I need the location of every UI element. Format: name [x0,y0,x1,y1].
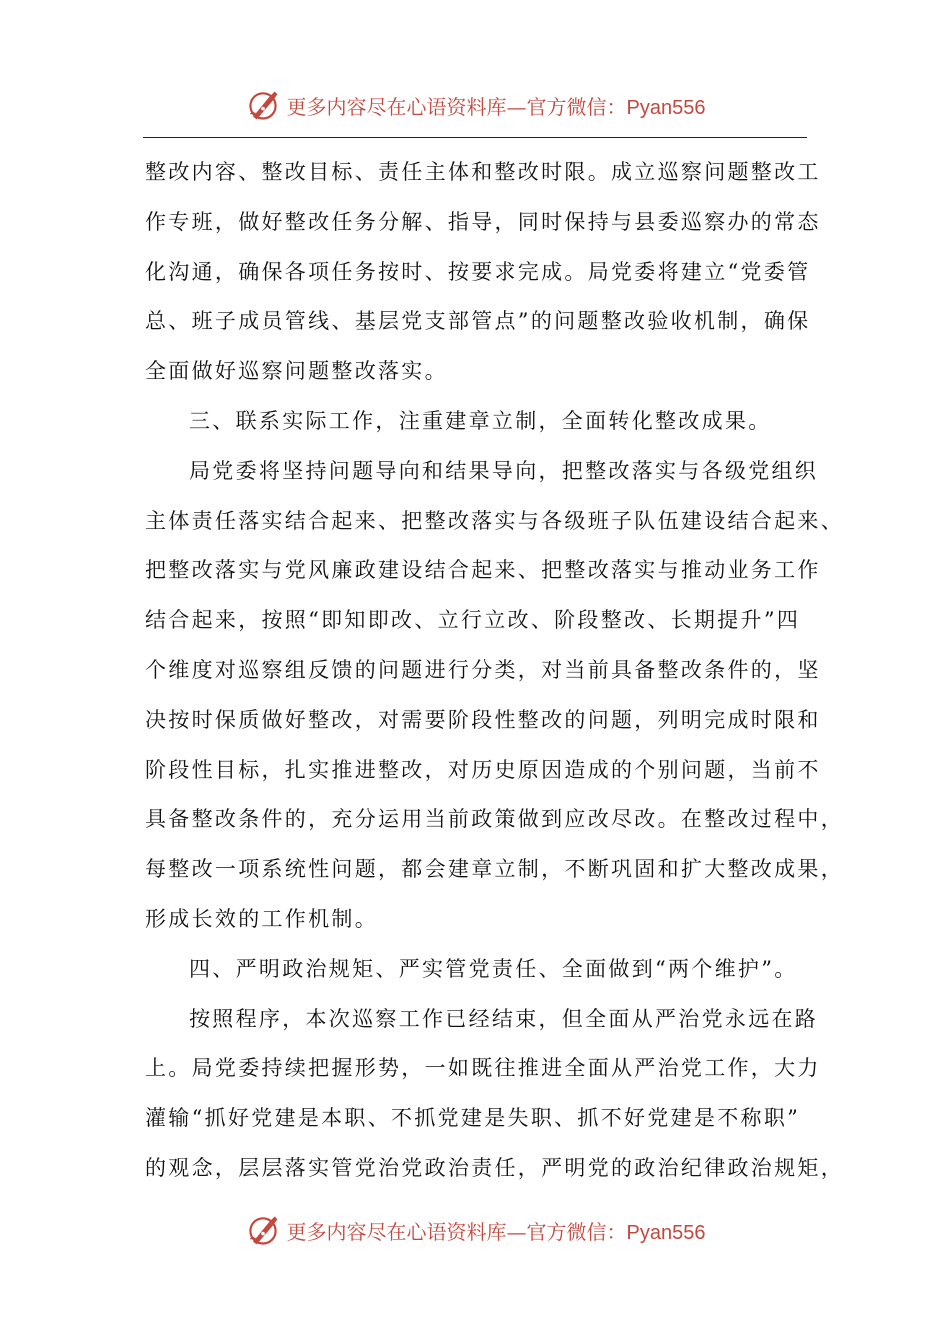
section-heading: 三、联系实际工作，注重建章立制，全面转化整改成果。 [189,408,772,433]
text-line: 全面做好巡察问题整改落实。 [145,359,448,384]
header-divider [143,137,807,138]
pen-nib-logo-icon [245,87,281,123]
footer-banner [0,1208,950,1252]
text-line: 结合起来，按照“即知即改、立行立改、阶段整改、长期提升”四 [145,608,801,633]
brand-text: 更多内容尽在心语资料库—官方微信：Pyan556 [286,94,706,119]
text-line: 的观念，层层落实管党治党政治责任，严明党的政治纪律政治规矩， [145,1155,844,1180]
text-line: 整改内容、整改目标、责任主体和整改时限。成立巡察问题整改工 [145,160,821,184]
text-line: 把整改落实与党风廉政建设结合起来、把整改落实与推动业务工作 [145,558,821,583]
wechat-id: Pyan556 [626,1221,706,1244]
text-line: 化沟通，确保各项任务按时、按要求完成。局党委将建立“党委管 [145,259,811,284]
text-line: 阶段性目标，扎实推进整改，对历史原因造成的个别问题，当前不 [145,757,821,782]
text-line: 形成长效的工作机制。 [145,906,378,931]
text-line: 个维度对巡察组反馈的问题进行分类，对当前具备整改条件的，坚 [145,657,821,682]
text-line: 每整改一项系统性问题，都会建章立制，不断巩固和扩大整改成果， [145,857,844,882]
document-body [145,148,844,1194]
text-line: 作专班，做好整改任务分解、指导，同时保持与县委巡察办的常态 [145,209,821,234]
wechat-id: Pyan556 [626,96,706,119]
text-line: 上。局党委持续把握形势，一如既往推进全面从严治党工作，大力 [145,1056,821,1081]
brand-text: 更多内容尽在心语资料库—官方微信：Pyan556 [286,1219,706,1244]
pen-nib-logo-icon [245,1212,281,1248]
text-line: 主体责任落实结合起来、把整改落实与各级班子队伍建设结合起来、 [145,508,844,533]
header-banner [0,83,950,127]
text-line: 总、班子成员管线、基层党支部管点”的问题整改验收机制，确保 [145,309,811,334]
text-line: 具备整改条件的，充分运用当前政策做到应改尽改。在整改过程中， [145,807,844,832]
text-line: 局党委将坚持问题导向和结果导向，把整改落实与各级党组织 [189,458,819,483]
text-line: 决按时保质做好整改，对需要阶段性整改的问题，列明完成时限和 [145,707,821,732]
section-heading: 四、严明政治规矩、严实管党责任、全面做到“两个维护”。 [189,956,798,981]
text-line: 按照程序，本次巡察工作已经结束，但全面从严治党永远在路 [189,1006,819,1031]
text-line: 灌输“抓好党建是本职、不抓党建是失职、抓不好党建是不称职” [145,1106,801,1131]
